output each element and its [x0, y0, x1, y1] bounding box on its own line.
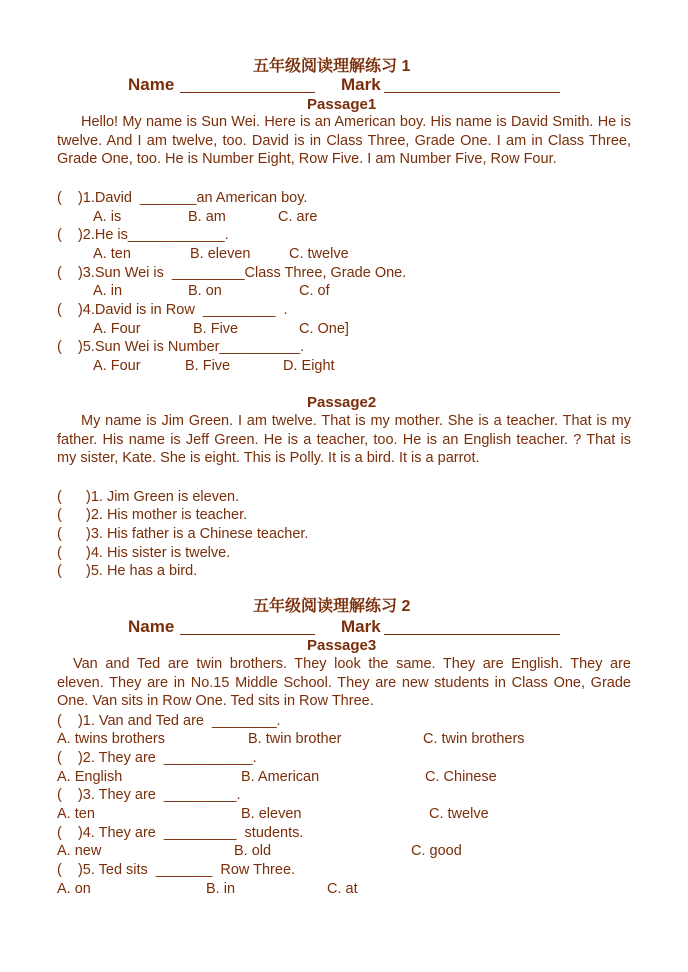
p2-statement-5: ( )5. He has a bird. — [57, 563, 198, 579]
p3-q5-option-c: C. at — [327, 881, 358, 897]
p1-q4-option-b: B. Five — [193, 321, 239, 337]
sheet2-mark-label: Mark — [341, 617, 381, 636]
sheet2-name-label: Name — [128, 617, 175, 636]
p3-q4-option-a: A. new — [57, 843, 102, 859]
p3-q1-option-c: C. twin brothers — [423, 731, 525, 747]
passage1-text: Hello! My name is Sun Wei. Here is an American boy. His name is David Smith. He is twelve. And I am twelve, too. David is in Class Three, Grade One. I am in Class Three, Grade One, too. He is Number Eight, Row Five. I am Number Five, Row Four. — [57, 114, 631, 168]
p1-q4-option-c: C. One] — [299, 321, 349, 337]
p1-question-4: ( )4.David is in Row _________ . — [57, 302, 288, 318]
p3-q3-option-a: A. ten — [57, 806, 95, 822]
p1-question-2: ( )2.He is____________. — [57, 227, 229, 243]
sheet1-name-label: Name — [128, 75, 175, 94]
p3-q1-option-b: B. twin brother — [248, 731, 342, 747]
p1-q2-option-a: A. ten — [93, 246, 131, 262]
p2-statement-3: ( )3. His father is a Chinese teacher. — [57, 526, 309, 542]
p1-q2-option-b: B. eleven — [190, 246, 251, 262]
p3-question-1: ( )1. Van and Ted are ________. — [57, 713, 281, 729]
p3-q2-option-b: B. American — [241, 769, 320, 785]
passage2-heading: Passage2 — [307, 394, 377, 411]
passage2-text: My name is Jim Green. I am twelve. That is my mother. She is a teacher. That is my father. His name is Jeff Green. He is a teacher, too. He is an English teacher. ? That is my sister, Kate. She is eight. This is Polly. It is a bird. It is a parrot. — [57, 413, 631, 467]
p3-q5-option-b: B. in — [206, 881, 236, 897]
passage3-text: Van and Ted are twin brothers. They look the same. They are English. They are eleven. They are in No.15 Middle School. They are new students in Class One, Grade One. Van sits in Row One. Ted sits in Row Three. — [57, 656, 631, 710]
sheet2-name-field[interactable] — [180, 620, 315, 635]
p3-question-3: ( )3. They are _________. — [57, 787, 241, 803]
p1-q4-option-a: A. Four — [93, 321, 141, 337]
p1-q3-option-a: A. in — [93, 283, 123, 299]
p3-q3-option-b: B. eleven — [241, 806, 302, 822]
p1-q3-option-b: B. on — [188, 283, 222, 299]
p3-question-4: ( )4. They are _________ students. — [57, 825, 304, 841]
p1-q5-option-b: B. Five — [185, 358, 231, 374]
sheet1-mark-field[interactable] — [384, 78, 560, 93]
sheet1-title: 五年级阅读理解练习 1 — [253, 58, 411, 75]
p3-q2-option-c: C. Chinese — [425, 769, 497, 785]
p2-statement-2: ( )2. His mother is teacher. — [57, 507, 248, 523]
p3-question-2: ( )2. They are ___________. — [57, 750, 257, 766]
p2-statement-1: ( )1. Jim Green is eleven. — [57, 489, 240, 505]
p1-question-3: ( )3.Sun Wei is _________Class Three, Grade One. — [57, 265, 407, 281]
p3-q1-option-a: A. twins brothers — [57, 731, 165, 747]
p3-question-5: ( )5. Ted sits _______ Row Three. — [57, 862, 296, 878]
passage3-heading: Passage3 — [307, 637, 377, 654]
p1-question-5: ( )5.Sun Wei is Number__________. — [57, 339, 305, 355]
p3-q5-option-a: A. on — [57, 881, 91, 897]
sheet2-mark-field[interactable] — [384, 620, 560, 635]
p1-q1-option-c: C. are — [278, 209, 318, 225]
sheet1-name-field[interactable] — [180, 78, 315, 93]
p3-q4-option-c: C. good — [411, 843, 462, 859]
p2-statement-4: ( )4. His sister is twelve. — [57, 545, 231, 561]
sheet2-title: 五年级阅读理解练习 2 — [253, 598, 411, 615]
p1-q5-option-c: D. Eight — [283, 358, 335, 374]
p1-question-1: ( )1.David _______an American boy. — [57, 190, 308, 206]
p1-q1-option-a: A. is — [93, 209, 122, 225]
p1-q1-option-b: B. am — [188, 209, 226, 225]
p3-q2-option-a: A. English — [57, 769, 123, 785]
p3-q4-option-b: B. old — [234, 843, 272, 859]
sheet1-mark-label: Mark — [341, 75, 381, 94]
passage1-heading: Passage1 — [307, 96, 377, 113]
p1-q2-option-c: C. twelve — [289, 246, 349, 262]
p1-q5-option-a: A. Four — [93, 358, 141, 374]
p1-q3-option-c: C. of — [299, 283, 330, 299]
p3-q3-option-c: C. twelve — [429, 806, 489, 822]
